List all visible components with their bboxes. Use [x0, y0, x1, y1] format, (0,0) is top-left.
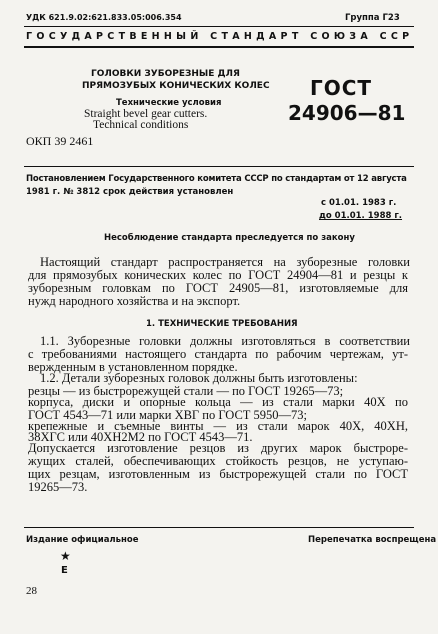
intro-line-1: Настоящий стандарт распространяется на зуборезные головки — [40, 255, 410, 269]
reprint-prohibited-label: Перепечатка воспрещена — [308, 535, 437, 545]
section-1-line: крепежные и съемные винты — из стали марок 40Х, 40ХН, — [28, 419, 408, 433]
section-1-line: 19265—73. — [28, 480, 88, 494]
legal-notice: Несоблюдение стандарта преследуется по закону — [104, 233, 355, 243]
edition-letter: Е — [61, 565, 68, 576]
section-1-line: Допускается изготовление резцов из других марок быстроре- — [28, 441, 408, 455]
title-ru-line1: ГОЛОВКИ ЗУБОРЕЗНЫЕ ДЛЯ — [91, 69, 240, 79]
section-1-heading: 1. ТЕХНИЧЕСКИЕ ТРЕБОВАНИЯ — [146, 319, 298, 329]
title-en-line1: Straight bevel gear cutters. — [84, 108, 208, 120]
decree-to-date: до 01.01. 1988 г. — [319, 211, 403, 221]
gost-number: 24906—81 — [288, 101, 406, 125]
footer-rule — [24, 527, 414, 528]
section-1-line: вержденным в установленном порядке. — [28, 360, 238, 374]
title-subtitle: Технические условия — [116, 98, 222, 108]
section-1-line: жущих сталей, обеспечивающих стойкость резцов, не уступаю- — [28, 454, 408, 468]
intro-line-3: зуборезным головкам по ГОСТ 24905—81, изготовляемые для — [28, 281, 408, 295]
decree-from-date: с 01.01. 1983 г. — [321, 198, 397, 208]
section-1-line: 38ХГС или 40ХН2М2 по ГОСТ 4543—71. — [28, 430, 253, 444]
okp-code: ОКП 39 2461 — [26, 134, 94, 148]
gost-label: ГОСТ — [310, 76, 373, 100]
star-icon: ★ — [60, 549, 71, 563]
udk-code: УДК 621.9.02:621.833.05:006.354 — [26, 13, 182, 22]
section-1-line: корпуса, диски и опорные кольца — из стали марки 40Х по — [28, 395, 408, 409]
header-bottom-rule — [24, 46, 414, 48]
intro-line-2: для прямозубых конических колес по ГОСТ 24904—81 и резцы к — [28, 268, 408, 282]
page-number: 28 — [26, 585, 37, 597]
section-1-line: 1.2. Детали зуборезных головок должны быть изготовлены: — [40, 371, 358, 385]
title-en-line2: Technical conditions — [93, 119, 189, 131]
section-1-line: с требованиями настоящего стандарта по рабочим чертежам, ут- — [28, 347, 408, 361]
header-top-rule — [24, 26, 414, 27]
title-ru-line2: ПРЯМОЗУБЫХ КОНИЧЕСКИХ КОЛЕС — [82, 81, 270, 91]
gost-banner: ГОСУДАРСТВЕННЫЙ СТАНДАРТ СОЮЗА ССР — [26, 31, 414, 42]
decree-line1: Постановлением Государственного комитета СССР по стандартам от 12 августа — [26, 174, 407, 184]
group-label: Группа Г23 — [345, 13, 400, 23]
official-edition-label: Издание официальное — [26, 535, 139, 545]
section-1-line: резцы — из быстрорежущей стали — по ГОСТ 19265—73; — [28, 384, 344, 398]
section-1-line: щих резцам, изготовленным из быстрорежущей стали по ГОСТ — [28, 467, 408, 481]
title-rule — [24, 166, 414, 167]
section-1-line: 1.1. Зуборезные головки должны изготовляться в соответствии — [40, 334, 410, 348]
intro-line-4: нужд народного хозяйства и на экспорт. — [28, 294, 241, 308]
decree-line2: 1981 г. № 3812 срок действия установлен — [26, 187, 234, 197]
section-1-line: ГОСТ 4543—71 или марки ХВГ по ГОСТ 5950—73; — [28, 408, 308, 422]
